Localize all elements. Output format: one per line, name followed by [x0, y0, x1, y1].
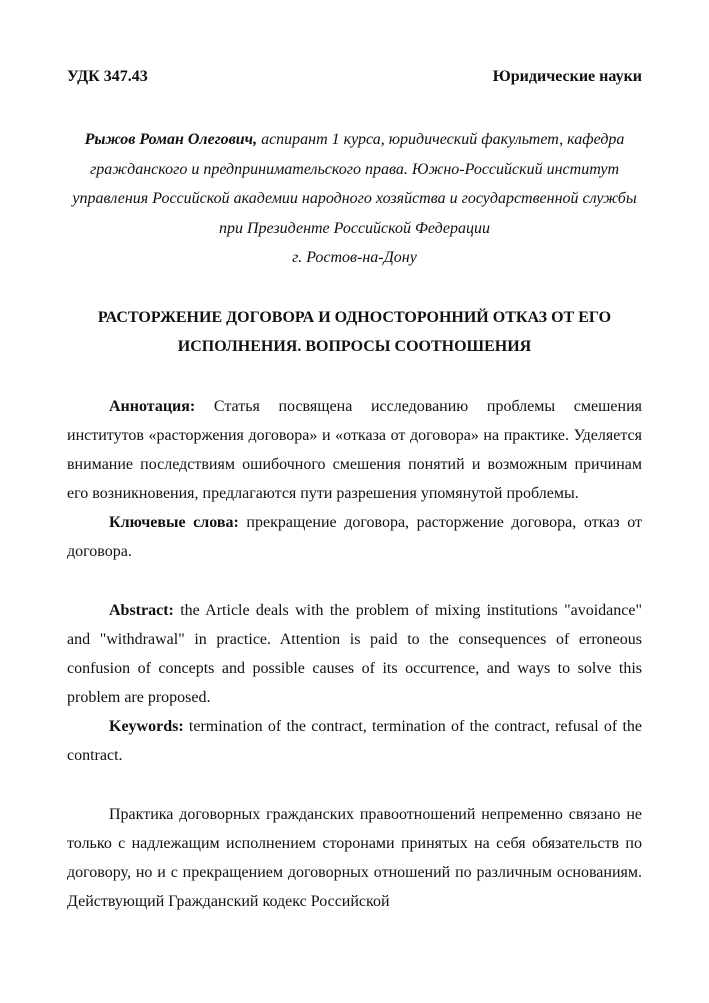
- paper-header: [67, 62, 642, 91]
- keywords-en-paragraph: [67, 712, 642, 770]
- abstract-label: Abstract:: [109, 601, 174, 619]
- author-affiliation: аспирант 1 курса, юридический факультет, кафедра гражданского и предпринимательского права. Южно-Российский институт управления Российской академии народного хозяйства и государственной службы при Президенте Российской Федерации: [72, 131, 637, 237]
- author-city: г. Ростов-на-Дону: [292, 249, 417, 266]
- annotation-text: Статья посвящена исследованию проблемы смешения институтов «расторжения договора» и «отказа от договора» на практике. Уделяется внимание последствиям ошибочного смешения понятий и возможным причинам его возникновения, предлагаются пути разрешения упомянутой проблемы.: [67, 397, 642, 502]
- body-paragraph: Практика договорных гражданских правоотношений непременно связано не только с надлежащим исполнением сторонами принятых на себя обязательств по договору, но и с прекращением договорных отношений по различным основаниям. Действующий Гражданский кодекс Российской: [67, 805, 642, 910]
- paper-page: [67, 62, 642, 916]
- abstract-text: the Article deals with the problem of mixing institutions "avoidance" and "withdrawal" in practice. Attention is paid to the consequences of erroneous confusion of concepts and possible causes of its occurrence, and ways to solve this problem are proposed.: [67, 601, 642, 706]
- author-name: Рыжов Роман Олегович,: [84, 131, 258, 148]
- keywords-en-text: termination of the contract, termination of the contract, refusal of the contract.: [67, 717, 642, 764]
- keywords-ru-label: Ключевые слова:: [109, 513, 239, 531]
- abstract-paragraph: [67, 596, 642, 712]
- science-field: Юридические науки: [492, 68, 642, 85]
- keywords-ru-text: прекращение договора, расторжение договора, отказ от договора.: [67, 513, 643, 560]
- keywords-en-label: Keywords:: [109, 717, 184, 735]
- udk-code: УДК 347.43: [67, 68, 148, 85]
- paper-title: РАСТОРЖЕНИЕ ДОГОВОРА И ОДНОСТОРОННИЙ ОТКАЗ ОТ ЕГО ИСПОЛНЕНИЯ. ВОПРОСЫ СООТНОШЕНИЯ: [97, 308, 612, 355]
- annotation-label: Аннотация:: [109, 397, 196, 415]
- annotation-paragraph: [67, 392, 642, 508]
- author-affiliation-paragraph: [67, 125, 642, 243]
- author-block: [67, 125, 642, 273]
- keywords-ru-paragraph: [67, 508, 642, 566]
